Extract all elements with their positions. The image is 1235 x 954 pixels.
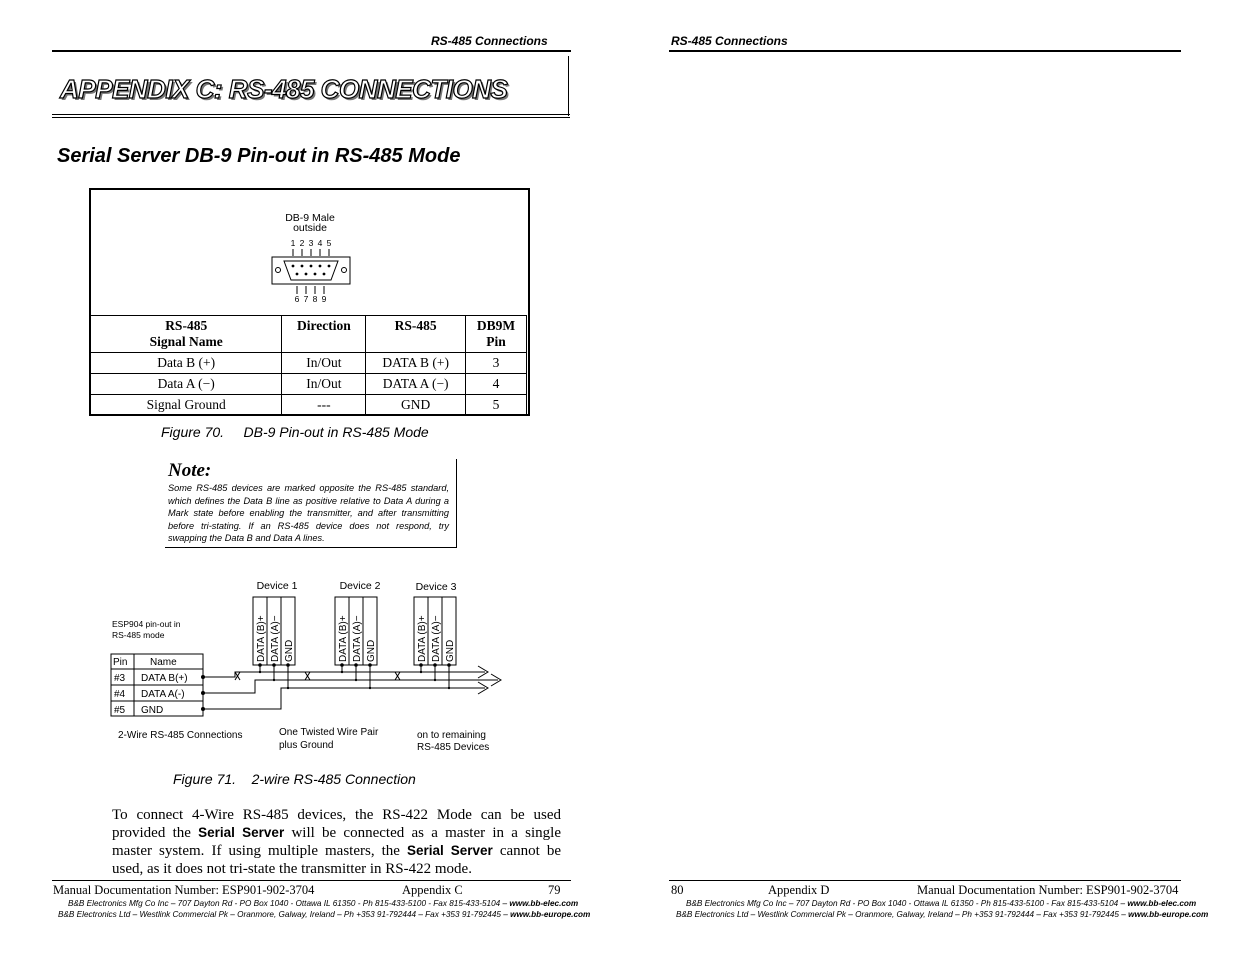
table-cell: DATA A (−) <box>366 374 466 395</box>
esp-name-cell: GND <box>141 705 164 716</box>
note-title: Note: <box>168 460 212 481</box>
esp-label-2: RS-485 mode <box>112 630 165 640</box>
table-cell: GND <box>366 395 466 416</box>
device-pin-label: GND <box>284 639 295 662</box>
footer-rule <box>52 880 571 881</box>
label-pair-1: One Twisted Wire Pair <box>279 727 379 738</box>
note-body: Some RS-485 devices are marked opposite the RS-485 standard, which defines the Data B line as positive relative to Data A during a Mark state before enabling the transmitter, and after transmitting before tri-stating. If an RS-485 device does not respond, try swapping the Data B and Data A lines. <box>168 483 449 544</box>
table-row <box>91 395 527 416</box>
connector-label-2: outside <box>293 222 327 234</box>
table-header-pin: DB9M Pin <box>466 316 527 353</box>
pin-dot <box>296 273 299 276</box>
pin-number-label: 4 <box>317 238 323 248</box>
device-3-block <box>414 597 456 667</box>
device-1-block <box>253 597 295 667</box>
connector-shell <box>284 261 338 280</box>
pin-dot <box>328 265 331 268</box>
serial-server-term: Serial Server <box>198 825 285 840</box>
table-cell: 5 <box>466 395 527 416</box>
left-running-header: RS-485 Connections <box>431 34 548 48</box>
table-row <box>91 353 527 374</box>
header-rule <box>52 50 571 52</box>
footer-address-us: B&B Electronics Mfg Co Inc – 707 Dayton Rd - PO Box 1040 - Ottawa IL 61350 - Ph 815-433-5100 - Fax 815-433-5104 – www.bb-elec.com <box>68 899 579 908</box>
db9-connector-diagram <box>91 190 528 316</box>
pin-number-label: 2 <box>299 238 305 248</box>
table-row <box>91 374 527 395</box>
figure-70-text: DB-9 Pin-out in RS-485 Mode <box>243 424 429 440</box>
pin-dot <box>323 273 326 276</box>
device-pin-label: DATA (A)− <box>431 615 442 662</box>
footer-address-eu: B&B Electronics Ltd – Westlink Commercial Pk – Oranmore, Galway, Ireland – Ph +353 91-792444 – Fax +353 91-792445 – www.bb-europe.com <box>676 910 1209 919</box>
pin-dot <box>292 265 295 268</box>
table-header-row <box>91 316 527 353</box>
pin-number-label: 6 <box>294 294 300 304</box>
table-cell: Signal Ground <box>91 395 282 416</box>
right-running-header: RS-485 Connections <box>671 34 788 48</box>
table-cell: --- <box>282 395 366 416</box>
title-rule-bottom <box>52 117 570 118</box>
figure-70-box <box>89 188 530 416</box>
label-connections: 2-Wire RS-485 Connections <box>118 730 243 741</box>
appendix-title: APPENDIX C: RS-485 CONNECTIONS <box>60 74 508 104</box>
table-cell: Data A (−) <box>91 374 282 395</box>
device-pin-label: GND <box>445 639 456 662</box>
device-2-block <box>335 597 377 667</box>
bus-wires <box>203 666 501 709</box>
table-header-rs485: RS-485 <box>366 316 466 353</box>
title-box-right-edge <box>568 56 569 116</box>
footer-page-number: 80 <box>671 883 684 897</box>
figure-71-caption <box>173 771 416 787</box>
label-remaining-2: RS-485 Devices <box>417 742 490 753</box>
esp-label-1: ESP904 pin-out in <box>112 619 181 629</box>
device-pin-label: DATA (B)+ <box>256 615 267 662</box>
pin-number-label: 1 <box>290 238 296 248</box>
esp-table-header-name: Name <box>150 657 177 668</box>
pin-dot <box>301 265 304 268</box>
note-box <box>165 459 457 548</box>
label-remaining-1: on to remaining <box>417 730 486 741</box>
pin-number-label: 5 <box>326 238 332 248</box>
esp-pin-cell: #4 <box>114 689 126 700</box>
pin-number-label: 9 <box>321 294 327 304</box>
website-eu: www.bb-europe.com <box>510 910 591 919</box>
title-rule-top <box>52 114 570 115</box>
mount-hole-right <box>342 268 347 273</box>
table-cell: In/Out <box>282 353 366 374</box>
footer-doc-number: Manual Documentation Number: ESP901-902-3704 <box>53 883 315 897</box>
table-cell: Data B (+) <box>91 353 282 374</box>
esp-name-cell: DATA A(-) <box>141 689 185 700</box>
footer-address-eu: B&B Electronics Ltd – Westlink Commercial Pk – Oranmore, Galway, Ireland – Ph +353 91-792444 – Fax +353 91-792445 – www.bb-europe.com <box>58 910 591 919</box>
device-2-label: Device 2 <box>339 580 381 592</box>
device-3-label: Device 3 <box>415 581 457 593</box>
device-pin-label: DATA (B)+ <box>417 615 428 662</box>
device-pin-label: DATA (B)+ <box>338 615 349 662</box>
pin-dot <box>310 265 313 268</box>
device-pin-label: GND <box>366 639 377 662</box>
device-1-label: Device 1 <box>256 580 298 592</box>
pin-dot <box>314 273 317 276</box>
esp-pin-cell: #3 <box>114 673 126 684</box>
esp-pin-cell: #5 <box>114 705 126 716</box>
esp-name-cell: DATA B(+) <box>141 673 188 684</box>
website-eu: www.bb-europe.com <box>1128 910 1209 919</box>
body-paragraph: To connect 4-Wire RS-485 devices, the RS-422 Mode can be used provided the Serial Server will be connected as a master in a single master system. If using multiple masters, the Serial Server cannot be used, as it does not tri-state the transmitter in RS-422 mode. <box>112 807 562 877</box>
device-pin-label: DATA (A)− <box>270 615 281 662</box>
device-pin-label: DATA (A)− <box>352 615 363 662</box>
figure-70-number: Figure 70. <box>161 424 225 440</box>
serial-server-term: Serial Server <box>406 843 493 858</box>
figure-71-text: 2-wire RS-485 Connection <box>251 771 416 787</box>
table-header-signal: RS-485 Signal Name <box>91 316 282 353</box>
esp-table-header-pin: Pin <box>113 657 128 668</box>
footer-rule <box>669 880 1181 881</box>
website-us: www.bb-elec.com <box>509 899 579 908</box>
connector-label-1: DB-9 Male <box>285 212 335 224</box>
table-cell: DATA B (+) <box>366 353 466 374</box>
footer-section: Appendix C <box>402 883 463 897</box>
pin-number-label: 8 <box>312 294 318 304</box>
table-cell: In/Out <box>282 374 366 395</box>
footer-page-number: 79 <box>548 883 561 897</box>
table-cell: 4 <box>466 374 527 395</box>
wiring-diagram <box>105 576 505 756</box>
pinout-table <box>90 315 527 416</box>
pin-dot <box>305 273 308 276</box>
section-subtitle: Serial Server DB-9 Pin-out in RS-485 Mode <box>57 145 461 167</box>
figure-70-caption <box>161 424 429 440</box>
table-header-direction: Direction <box>282 316 366 353</box>
website-us: www.bb-elec.com <box>1127 899 1197 908</box>
figure-71-number: Figure 71. <box>173 771 237 787</box>
header-rule <box>669 50 1181 52</box>
mount-hole-left <box>276 268 281 273</box>
pin-dot <box>319 265 322 268</box>
pin-number-label: 3 <box>308 238 314 248</box>
footer-doc-number: Manual Documentation Number: ESP901-902-3704 <box>917 883 1179 897</box>
table-cell: 3 <box>466 353 527 374</box>
footer-section: Appendix D <box>768 883 830 897</box>
label-pair-2: plus Ground <box>279 740 334 751</box>
pin-number-label: 7 <box>303 294 309 304</box>
footer-address-us: B&B Electronics Mfg Co Inc – 707 Dayton Rd - PO Box 1040 - Ottawa IL 61350 - Ph 815-433-5100 - Fax 815-433-5104 – www.bb-elec.com <box>686 899 1197 908</box>
